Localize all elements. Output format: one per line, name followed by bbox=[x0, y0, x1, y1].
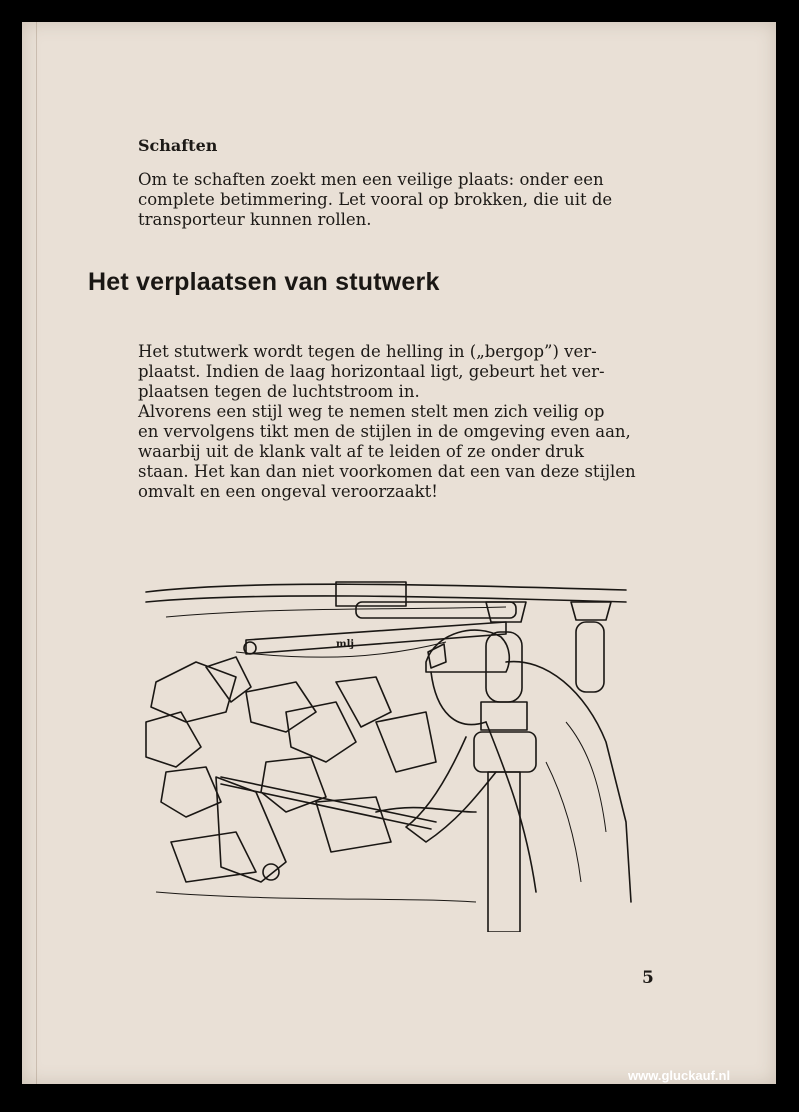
text-line: plaatst. Indien de laag horizontaal ligt, gebeurt het ver- bbox=[138, 362, 605, 381]
text-line: waarbij uit de klank valt af te leiden of ze onder druk bbox=[138, 442, 584, 461]
text-line: Alvorens een stijl weg te nemen stelt men zich veilig op bbox=[138, 402, 605, 421]
rock bbox=[161, 767, 221, 817]
prop-clamp bbox=[474, 732, 536, 772]
text-line: omvalt en een ongeval veroorzaakt! bbox=[138, 482, 438, 501]
prop-shaft bbox=[488, 772, 520, 932]
rock bbox=[286, 702, 356, 762]
rock bbox=[206, 657, 251, 702]
hammer-handle bbox=[221, 777, 436, 822]
miner-face bbox=[431, 672, 486, 725]
hydraulic-prop bbox=[486, 632, 522, 702]
roof-beam bbox=[146, 596, 626, 602]
miner-arm bbox=[376, 808, 476, 812]
roof-beam bbox=[146, 584, 626, 592]
text-line: en vervolgens tikt men de stijlen in de omgeving even aan, bbox=[138, 422, 631, 441]
paragraph-stutwerk bbox=[138, 342, 660, 502]
prop-top bbox=[486, 602, 526, 622]
prop-top bbox=[571, 602, 611, 620]
second-prop bbox=[576, 622, 604, 692]
illustrator-signature: mlj bbox=[336, 639, 354, 650]
heading-stutwerk: Het verplaatsen van stutwerk bbox=[88, 268, 440, 296]
text-line: Om te schaften zoekt men een veilige plaats: onder een bbox=[138, 170, 604, 189]
book-page bbox=[22, 22, 776, 1084]
text-line: plaatsen tegen de luchtstroom in. bbox=[138, 382, 420, 401]
heading-schaften: Schaften bbox=[138, 136, 218, 155]
rock bbox=[376, 712, 436, 772]
miner-illustration bbox=[126, 562, 646, 932]
page-number: 5 bbox=[642, 968, 654, 988]
text-line: transporteur kunnen rollen. bbox=[138, 210, 372, 229]
watermark: www.gluckauf.nl bbox=[628, 1068, 731, 1083]
ground-line bbox=[156, 892, 476, 902]
rock bbox=[246, 682, 316, 732]
miner-back bbox=[506, 662, 631, 902]
text-line: complete betimmering. Let vooral op brokken, die uit de bbox=[138, 190, 613, 209]
clothing-fold bbox=[566, 722, 606, 832]
text-line: Het stutwerk wordt tegen de helling in („bergop”) ver- bbox=[138, 342, 597, 361]
helmet-lamp bbox=[428, 644, 446, 668]
prop-hole bbox=[263, 864, 279, 880]
text-line: staan. Het kan dan niet voorkomen dat een van deze stijlen bbox=[138, 462, 636, 481]
miner-body bbox=[486, 722, 536, 892]
clothing-fold bbox=[546, 762, 581, 882]
hydraulic-cap bbox=[356, 602, 516, 618]
roof-bar bbox=[246, 622, 506, 654]
roof-beam bbox=[166, 607, 506, 617]
paragraph-schaften bbox=[138, 170, 660, 230]
